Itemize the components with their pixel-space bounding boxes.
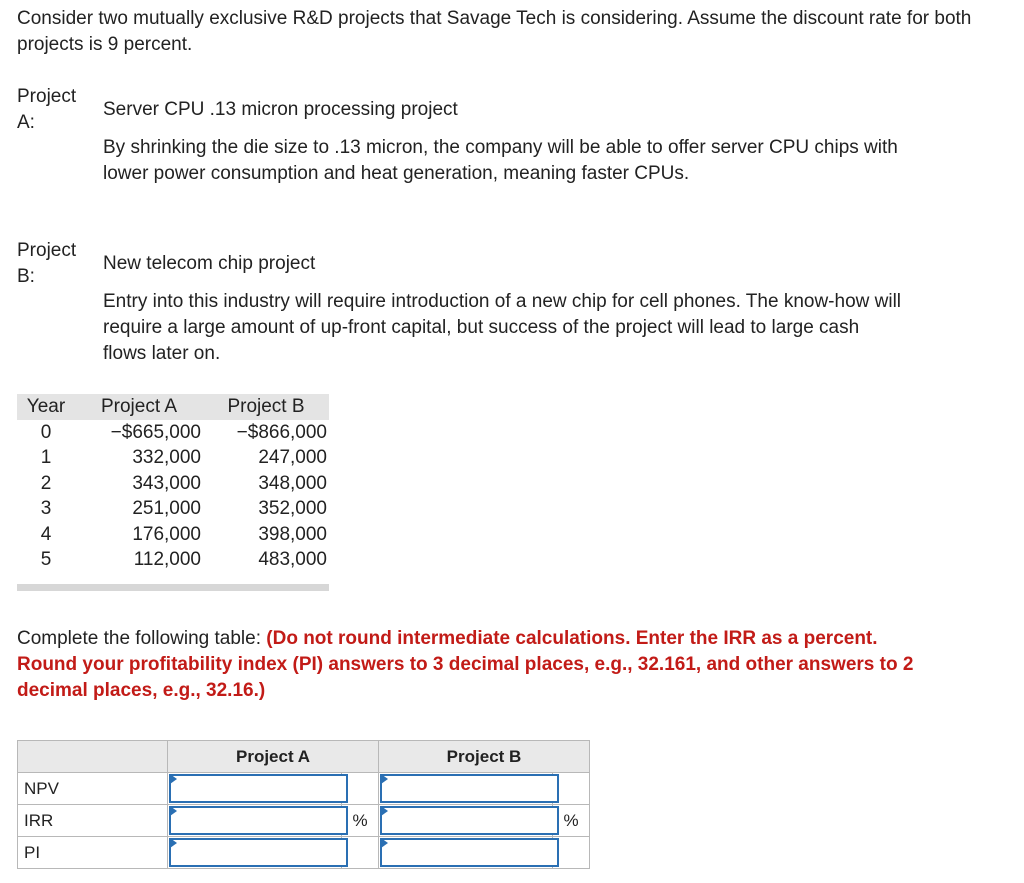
table-bottom-rule xyxy=(17,584,329,591)
project-b-cell: −$866,000 xyxy=(236,421,327,443)
project-a-cell: 332,000 xyxy=(132,447,201,468)
npv-project-a-unit xyxy=(342,773,379,805)
instructions-emphasis: (Do not round intermediate calculations. Enter the IRR as a percent. Round your profitability index (PI) answers to 3 decimal places, e.g., 32.161, and other answers to 2 decimal places, e.g., 32.16.) xyxy=(17,628,914,701)
pi-project-b-cell xyxy=(379,837,553,869)
pi-project-a-unit xyxy=(342,837,379,869)
table-row xyxy=(17,522,329,548)
npv-project-b-cell xyxy=(379,773,553,805)
pi-project-b-input[interactable] xyxy=(380,838,559,867)
project-b-description: Entry into this industry will require introduction of a new chip for cell phones. The know-how will require a large amount of up-front capital, but success of the project will lead to large cash flows later on. xyxy=(103,291,902,364)
answer-row-pi xyxy=(18,837,590,869)
project-a-description: By shrinking the die size to .13 micron, the company will be able to offer server CPU chips with lower power consumption and heat generation, meaning faster CPUs. xyxy=(103,137,898,184)
header-year: Year xyxy=(17,394,75,420)
answer-header-blank xyxy=(18,741,168,773)
pi-project-a-cell xyxy=(168,837,342,869)
year-cell: 3 xyxy=(40,498,52,519)
irr-project-a-input[interactable] xyxy=(169,806,348,835)
answer-header-project-a: Project A xyxy=(168,741,379,773)
project-a-label: Project A: xyxy=(17,86,77,133)
instructions-lead: Complete the following table: xyxy=(17,628,267,649)
table-row xyxy=(17,420,329,446)
pi-project-b-unit xyxy=(553,837,590,869)
irr-project-a-unit: % xyxy=(342,805,379,837)
npv-project-a-input[interactable] xyxy=(169,774,348,803)
input-marker-icon xyxy=(381,838,388,848)
project-a-cell: 112,000 xyxy=(133,549,201,570)
row-label-npv: NPV xyxy=(18,773,168,805)
answer-header-project-b: Project B xyxy=(379,741,590,773)
project-a-title: Server CPU .13 micron processing project xyxy=(103,99,458,120)
year-cell: 2 xyxy=(40,472,52,494)
irr-project-b-unit: % xyxy=(553,805,590,837)
input-marker-icon xyxy=(170,774,177,784)
table-row xyxy=(17,445,329,471)
npv-project-a-cell xyxy=(168,773,342,805)
project-b-cell: 483,000 xyxy=(258,549,327,570)
header-project-b: Project B xyxy=(203,394,329,420)
answer-header-row xyxy=(18,741,590,773)
project-b-cell: 352,000 xyxy=(258,498,327,519)
input-marker-icon xyxy=(170,838,177,848)
project-b-cell: 348,000 xyxy=(258,472,327,494)
problem-intro: Consider two mutually exclusive R&D projects that Savage Tech is considering. Assume the discount rate for both projects is 9 percent. xyxy=(17,8,972,55)
npv-project-b-input[interactable] xyxy=(380,774,559,803)
irr-project-b-cell xyxy=(379,805,553,837)
year-cell: 0 xyxy=(40,421,52,443)
project-b-label: Project B: xyxy=(17,240,77,287)
header-project-a: Project A xyxy=(75,394,203,420)
instructions xyxy=(17,626,917,704)
irr-project-b-input[interactable] xyxy=(380,806,559,835)
year-cell: 1 xyxy=(40,447,52,468)
cash-flow-table xyxy=(17,394,329,573)
table-row xyxy=(17,547,329,573)
project-b-cell: 398,000 xyxy=(258,523,327,545)
irr-project-a-cell xyxy=(168,805,342,837)
project-a-cell: 176,000 xyxy=(132,523,201,545)
input-marker-icon xyxy=(381,774,388,784)
row-label-irr: IRR xyxy=(18,805,168,837)
year-cell: 5 xyxy=(40,549,52,570)
project-a-cell: −$665,000 xyxy=(110,421,201,443)
table-row xyxy=(17,471,329,497)
project-a-cell: 343,000 xyxy=(132,472,201,494)
project-a-cell: 251,000 xyxy=(132,498,201,519)
input-marker-icon xyxy=(381,806,388,816)
project-b-cell: 247,000 xyxy=(258,447,327,468)
year-cell: 4 xyxy=(40,523,52,545)
answer-table xyxy=(17,740,590,869)
pi-project-a-input[interactable] xyxy=(169,838,348,867)
answer-row-npv xyxy=(18,773,590,805)
answer-row-irr xyxy=(18,805,590,837)
npv-project-b-unit xyxy=(553,773,590,805)
row-label-pi: PI xyxy=(18,837,168,869)
input-marker-icon xyxy=(170,806,177,816)
project-b-title: New telecom chip project xyxy=(103,253,316,274)
table-row xyxy=(17,496,329,522)
cash-flow-header-row xyxy=(17,394,329,420)
